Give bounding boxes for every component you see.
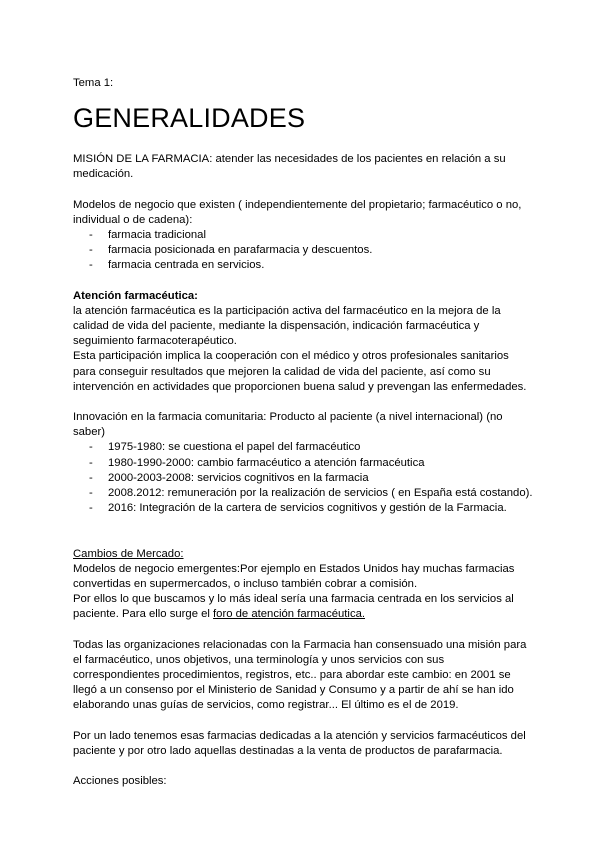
models-intro: Modelos de negocio que existen ( independientemente del propietario; farmacéutico o no, individual o de cadena):	[73, 198, 522, 226]
list-item-text: 2016: Integración de la cartera de servicios cognitivos y gestión de la Farmacia.	[108, 502, 507, 515]
market-paragraph-2	[73, 592, 533, 622]
topic-label: Tema 1:	[73, 77, 114, 89]
dash-bullet: -	[89, 244, 93, 257]
innovation-list	[73, 440, 533, 516]
dash-bullet: -	[89, 441, 93, 454]
market-paragraph-2-text: Por ellos lo que buscamos y lo más ideal sería una farmacia centrada en los servicios al paciente. Para ello surge el	[73, 593, 514, 621]
pharmacies-paragraph: Por un lado tenemos esas farmacias dedicadas a la atención y servicios farmacéuticos del paciente y por otro lado aquellas destinadas a la venta de productos de parafarmacia.	[73, 729, 526, 757]
list-item-text: 2000-2003-2008: servicios cognitivos en la farmacia	[108, 471, 369, 484]
list-item-text: 1980-1990-2000: cambio farmacéutico a atención farmacéutica	[108, 456, 425, 469]
list-item	[73, 471, 533, 486]
dash-bullet: -	[89, 471, 93, 484]
innovation-intro: Innovación en la farmacia comunitaria: Producto al paciente (a nivel internacional) (no saber)	[73, 411, 503, 439]
list-item	[73, 486, 533, 501]
market-heading: Cambios de Mercado:	[73, 547, 184, 560]
list-item	[73, 456, 533, 471]
market-paragraph-1: Modelos de negocio emergentes:Por ejemplo en Estados Unidos hay muchas farmacias convertidas en supermercados, o incluso también cobrar a comisión.	[73, 562, 515, 591]
document-page	[73, 76, 533, 789]
dash-bullet: -	[89, 502, 93, 515]
list-item	[73, 258, 533, 273]
dash-bullet: -	[89, 456, 93, 469]
forum-link[interactable]: foro de atención farmacéutica.	[213, 608, 366, 621]
list-item	[73, 440, 533, 455]
care-paragraph-2: Esta participación implica la cooperación con el médico y otros profesionales sanitarios para conseguir resultados que mejoren la calidad de vida del paciente, así como su intervención en actividades que proporcionen buena salud y prevengan las enfermedades.	[73, 350, 527, 393]
dash-bullet: -	[89, 229, 93, 242]
care-paragraph-1: la atención farmacéutica es la participación activa del farmacéutico en la mejora de la calidad de vida del paciente, mediante la dispensación, indicación farmacéutica y seguimiento farmacoterapéutico.	[73, 304, 501, 348]
care-heading: Atención farmacéutica:	[73, 289, 198, 302]
list-item-text: farmacia centrada en servicios.	[108, 259, 265, 272]
dash-bullet: -	[89, 259, 93, 272]
actions-label: Acciones posibles:	[73, 775, 167, 788]
list-item-text: farmacia tradicional	[108, 229, 206, 242]
list-item-text: 1975-1980: se cuestiona el papel del farmacéutico	[108, 441, 361, 454]
list-item-text: farmacia posicionada en parafarmacia y descuentos.	[108, 244, 373, 257]
list-item	[73, 243, 533, 258]
list-item	[73, 228, 533, 243]
page-title: GENERALIDADES	[73, 103, 306, 134]
models-list	[73, 228, 533, 274]
blank-line	[73, 516, 533, 531]
list-item-text: 2008.2012: remuneración por la realización de servicios ( en España está costando).	[108, 487, 533, 500]
organizations-paragraph: Todas las organizaciones relacionadas con la Farmacia han consensuado una misión para el farmacéutico, unos objetivos, una terminología y unos servicios con sus correspondientes procedimientos, registros, etc.. para abordar este cambio: en 2001 se llegó a un consenso por el Ministerio de Sanidad y Consumo y a partir de ahí se han ido elaborando unas guías de servicios, como registrar... El último es el de 2019.	[73, 638, 527, 712]
dash-bullet: -	[89, 487, 93, 500]
list-item	[73, 501, 533, 516]
mission-paragraph: MISIÓN DE LA FARMACIA: atender las necesidades de los pacientes en relación a su medicación.	[73, 153, 506, 181]
